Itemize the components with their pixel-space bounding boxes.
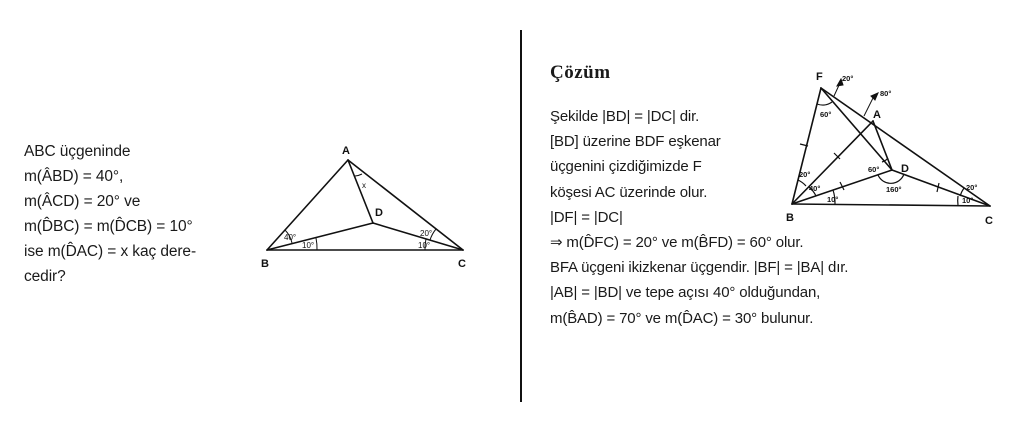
solution-line: BFA üçgeni ikizkenar üçgendir. |BF| = |BA| dır. — [550, 259, 849, 277]
problem-line: cedir? — [24, 268, 66, 285]
problem-line: m(D̂BC) = m(D̂CB) = 10° — [24, 218, 193, 235]
vertex-label-d: D — [375, 207, 383, 219]
angle-label-x: x — [362, 181, 366, 190]
solution-word: üçgenini — [550, 158, 605, 176]
problem-line: ise m(D̂AC) = x kaç dere- — [24, 243, 197, 260]
problem-line: m(ÂCD) = 20° ve — [24, 193, 141, 210]
angle-label-f-top: 20° — [842, 74, 854, 83]
angle-label-acd: 20° — [420, 229, 433, 238]
segment-bd — [267, 223, 373, 250]
angle-label-b-mid: 40° — [809, 184, 821, 193]
solution-title: Çözüm — [550, 62, 611, 83]
angle-label-d-bot: 160° — [886, 185, 902, 194]
side-fc — [821, 88, 990, 206]
angle-label-b-low: 10° — [827, 195, 839, 204]
problem-line: m(ÂBD) = 40°, — [24, 168, 124, 185]
problem-statement — [24, 139, 264, 289]
problem-figure — [258, 140, 478, 275]
angle-label-abd: 40° — [284, 233, 297, 242]
angle-label-d-top: 60° — [868, 165, 880, 174]
angle-arc-b-up — [798, 180, 806, 186]
vertex-label-c: C — [458, 258, 466, 270]
solution-figure — [778, 66, 1000, 231]
solution-line: [BD] üzerine BDF eşkenar — [550, 133, 721, 151]
vertex-label-c: C — [985, 215, 993, 227]
segment-ad — [873, 121, 892, 170]
solution-line: ⇒ m(D̂FC) = 20° ve m(B̂FD) = 60° olur. — [550, 234, 804, 252]
angle-arc-x — [355, 174, 362, 176]
vertex-label-b: B — [261, 258, 269, 270]
panel-divider — [520, 30, 522, 402]
angle-label-dbc: 10° — [302, 241, 315, 250]
segment-fd — [821, 88, 892, 170]
solution-line: |AB| = |BD| ve tepe açısı 40° olduğundan, — [550, 284, 821, 302]
solution-line: Şekilde |BD| = |DC| dir. — [550, 108, 700, 125]
solution-word: çizdiğimizde — [608, 158, 689, 176]
vertex-label-a: A — [873, 109, 881, 121]
angle-label-a-ext: 80° — [880, 89, 892, 98]
vertex-label-f: F — [816, 71, 823, 83]
angle-label-c-up: 20° — [966, 183, 978, 192]
angle-arc-c-up — [960, 188, 964, 196]
problem-line: ABC üçgeninde — [24, 143, 131, 160]
angle-arc-dbc — [316, 238, 317, 250]
side-bc — [792, 204, 990, 206]
angle-arc-d-bot — [878, 174, 904, 183]
angle-arc-f — [817, 102, 832, 105]
solution-line: |DF| = |DC| — [550, 208, 623, 226]
angle-label-c-low: 10° — [962, 196, 974, 205]
vertex-label-b: B — [786, 212, 794, 224]
angle-label-f-in: 60° — [820, 110, 832, 119]
vertex-label-d: D — [901, 163, 909, 175]
solution-word: F — [692, 158, 702, 176]
solution-line — [550, 154, 768, 179]
vertex-label-a: A — [342, 145, 350, 157]
solution-line: köşesi AC üzerinde olur. — [550, 183, 708, 201]
solution-line: m(B̂AD) = 70° ve m(D̂AC) = 30° bulunur. — [550, 309, 814, 327]
angle-label-b-up: 20° — [799, 170, 811, 179]
side-ab — [267, 160, 348, 250]
angle-label-dcb: 10° — [418, 241, 431, 250]
